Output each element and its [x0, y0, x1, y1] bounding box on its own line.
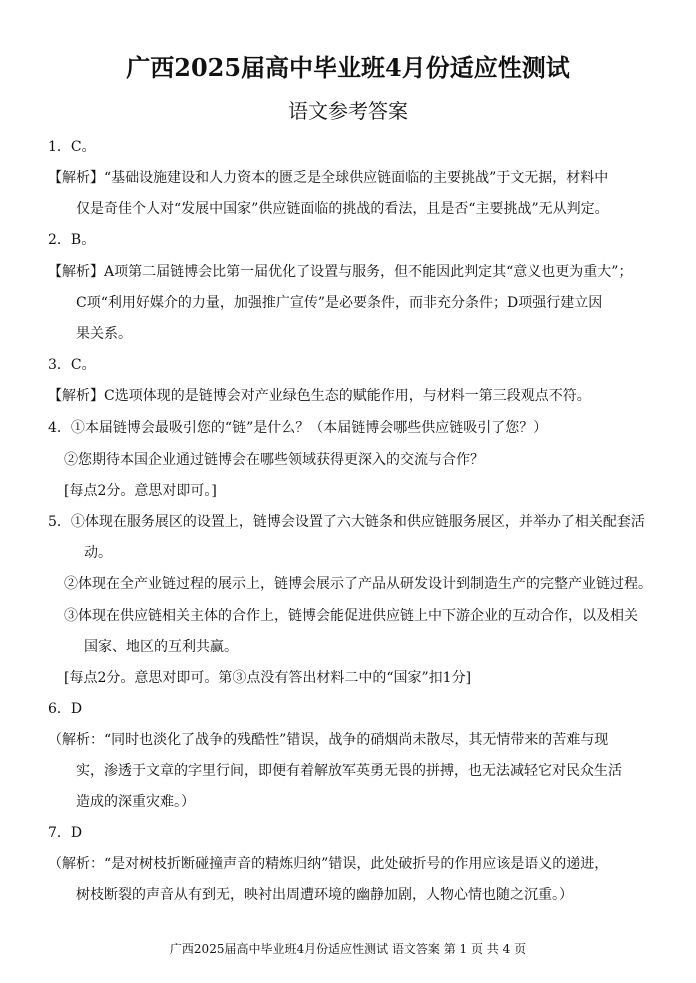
answer-4-detail-line: ②您期待本国企业通过链博会在哪些领域获得更深入的交流与合作？ [64, 452, 484, 468]
page-subtitle: 语文参考答案 [288, 99, 408, 123]
answer-1-analysis-line: 仅是奇佳个人对“发展中国家”供应链面临的挑战的看法，且是否“主要挑战”无从判定。 [76, 201, 609, 217]
answer-7-analysis-line: 树枝断裂的声音从有到无，映衬出周遭环境的幽静加剧，人物心情也随之沉重。） [76, 887, 573, 903]
answer-2-analysis-line: 果关系。 [76, 326, 132, 342]
answer-5-detail-line: ②体现在全产业链过程的展示上，链博会展示了产品从研发设计到制造生产的完整产业链过程。 [64, 576, 652, 592]
answer-5-scoring-note: [每点2分。意思对即可。第③点没有答出材料二中的“国家”扣1分] [64, 670, 472, 686]
answer-3-analysis-line: 【解析】C选项体现的是链博会对产业绿色生态的赋能作用，与材料一第三段观点不符。 [48, 388, 591, 404]
answer-4-number: 4．①本届链博会最吸引您的“链”是什么？（本届链博会哪些供应链吸引了您？） [48, 420, 548, 436]
answer-3-number: 3．C。 [48, 357, 96, 373]
answer-5-detail-line: 国家、地区的互利共赢。 [84, 639, 238, 655]
answer-1-analysis-line: 【解析】“基础设施建设和人力资本的匮乏是全球供应链面临的主要挑战”于文无据，材料中 [48, 170, 609, 186]
answer-7-number: 7．D [48, 825, 83, 841]
answer-2-analysis-line: 【解析】A项第二届链博会比第一届优化了设置与服务，但不能因此判定其“意义也更为重大”； [48, 264, 633, 280]
answer-6-analysis-line: 造成的深重灾难。） [76, 794, 195, 810]
answer-7-analysis-line: （解析：“是对树枝折断碰撞声音的精炼归纳”错误，此处破折号的作用应该是语义的递进， [48, 856, 609, 872]
answer-6-number: 6．D [48, 701, 83, 717]
answer-1-number: 1．C。 [48, 139, 96, 155]
answer-5-detail-line: 动。 [84, 545, 112, 561]
answer-6-analysis-line: （解析：“同时也淡化了战争的残酷性”错误，战争的硝烟尚未散尽，其无情带来的苦难与现 [48, 732, 609, 748]
answer-5-number: 5．①体现在服务展区的设置上，链博会设置了六大链条和供应链服务展区，并举办了相关配套活 [48, 514, 645, 530]
page-title: 广西2025届高中毕业班4月份适应性测试 [126, 53, 570, 82]
answer-2-analysis-line: C项“利用好媒介的力量，加强推广宣传”是必要条件，而非充分条件；D项强行建立因 [76, 295, 603, 311]
answer-6-analysis-line: 实，渗透于文章的字里行间，即便有着解放军英勇无畏的拼搏，也无法减轻它对民众生活 [76, 763, 622, 779]
answer-4-scoring-note: [每点2分。意思对即可。] [64, 483, 217, 499]
page-footer: 广西2025届高中毕业班4月份适应性测试 语文答案 第 1 页 共 4 页 [169, 942, 527, 956]
answer-5-detail-line: ③体现在供应链相关主体的合作上，链博会能促进供应链上中下游企业的互动合作，以及相关 [64, 608, 638, 624]
answer-2-number: 2．B。 [48, 232, 96, 248]
